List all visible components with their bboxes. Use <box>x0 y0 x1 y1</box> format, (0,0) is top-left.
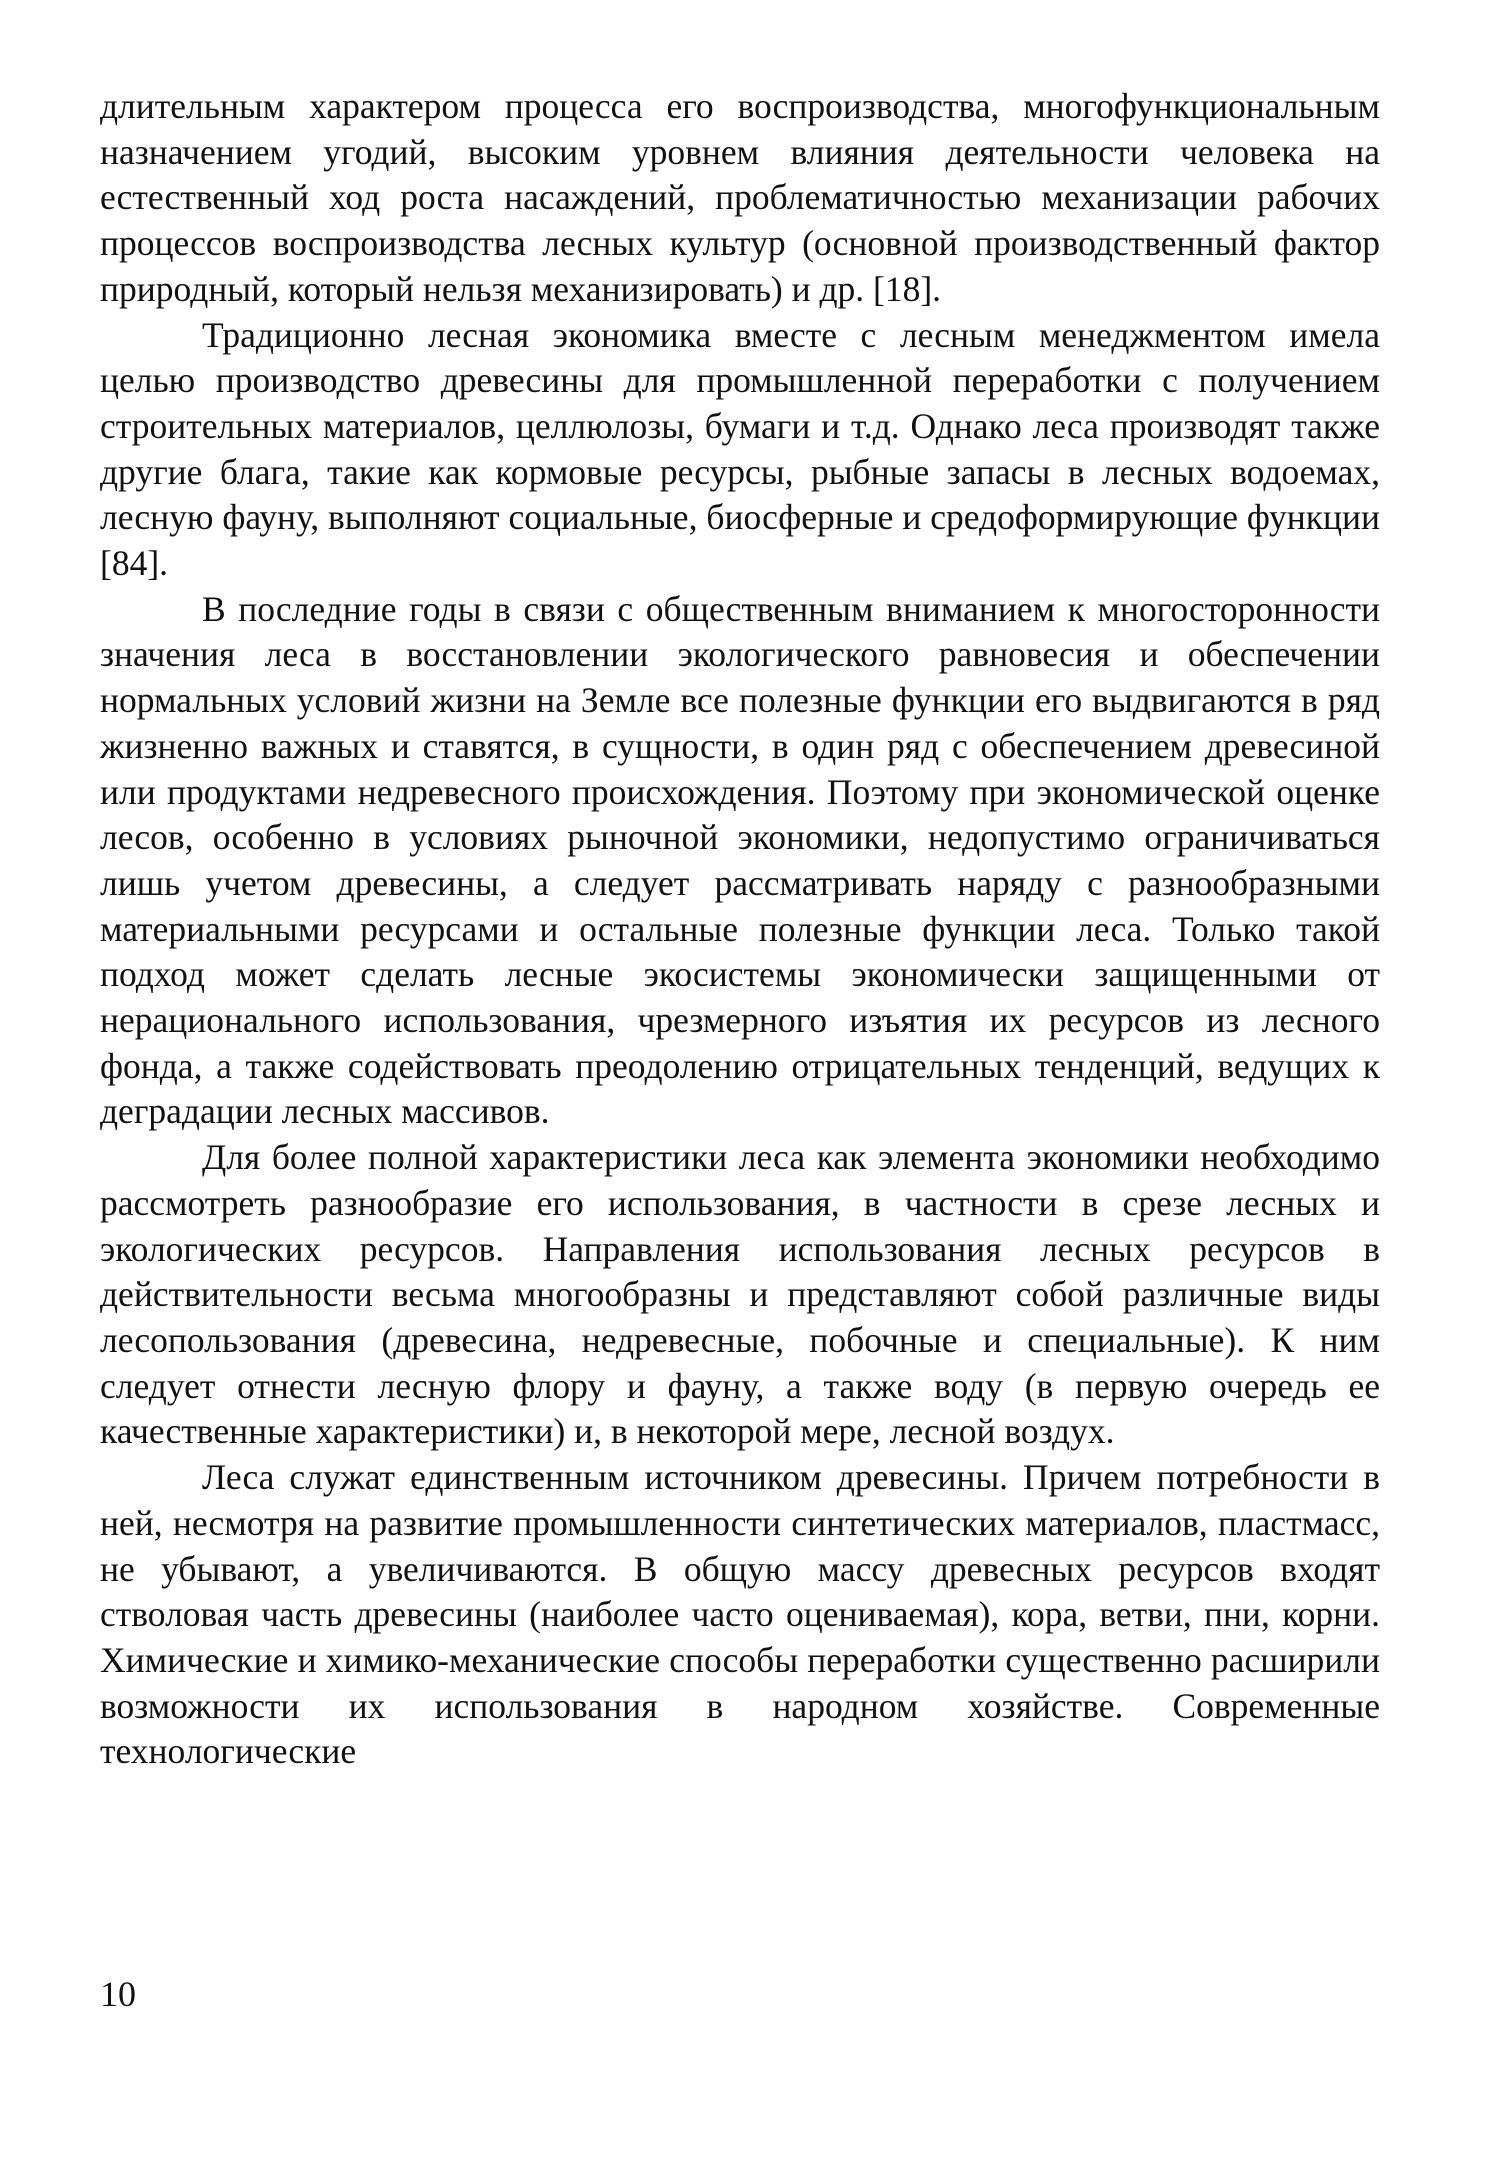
paragraph-forest-resources: Для более полной характеристики леса как элемента экономики необходимо рассмотреть разнообразие его использования, в частности в срезе лесных и экологических ресурсов. Направления использования лесных ресурсов в действительности весьма многообразны и представляют собой различные виды лесопользования (древесина, недревесные, побочные и специальные). К ним следует отнести лесную флору и фауну, а также воду (в первую очередь ее качественные характеристики) и, в некоторой мере, лесной воздух. <box>100 1137 1380 1452</box>
paragraph-traditional-forest-economy: Традиционно лесная экономика вместе с лесным менеджментом имела целью производство древесины для промышленной переработки с получением строительных материалов, целлюлозы, бумаги и т.д. Однако леса производят также другие блага, такие как кормовые ресурсы, рыбные запасы в лесных водоемах, лесную фауну, выполняют социальные, биосферные и средоформирующие функции [84]. <box>100 314 1380 584</box>
page-number: 10 <box>100 1974 136 2014</box>
paragraph-forest-functions: В последние годы в связи с общественным вниманием к многосторонности значения леса в восстановлении экологического равновесия и обеспечении нормальных условий жизни на Земле все полезные функции его выдвигаются в ряд жизненно важных и ставятся, в сущности, в один ряд с обеспечением древесиной или продуктами недревесного происхождения. Поэтому при экономической оценке лесов, особенно в условиях рыночной экономики, недопустимо ограничиваться лишь учетом древесины, а следует рассматривать наряду с разнообразными материальными ресурсами и остальные полезные функции леса. Только такой подход может сделать лесные экосистемы экономически защищенными от нерационального использования, чрезмерного изъятия их ресурсов из лесного фонда, а также содействовать преодолению отрицательных тенденций, ведущих к деградации лесных массивов. <box>100 588 1380 1132</box>
paragraph-continuation: длительным характером процесса его воспроизводства, многофункциональным назначением угодий, высоким уровнем влияния деятельности человека на естественный ход роста насаждений, проблематичностью механизации рабочих процессов воспроизводства лесных культур (основной производственный фактор природный, который нельзя механизировать) и др. [18]. <box>100 86 1380 309</box>
page-body <box>100 84 1380 1775</box>
paragraph-wood-source: Леса служат единственным источником древесины. Причем потребности в ней, несмотря на развитие промышленности синтетических материалов, пластмасс, не убывают, а увеличиваются. В общую массу древесных ресурсов входят стволовая часть древесины (наиболее часто оцениваемая), кора, ветви, пни, корни. Химические и химико-механические способы переработки существенно расширили возможности их использования в народном хозяйстве. Современные технологические <box>100 1457 1380 1772</box>
